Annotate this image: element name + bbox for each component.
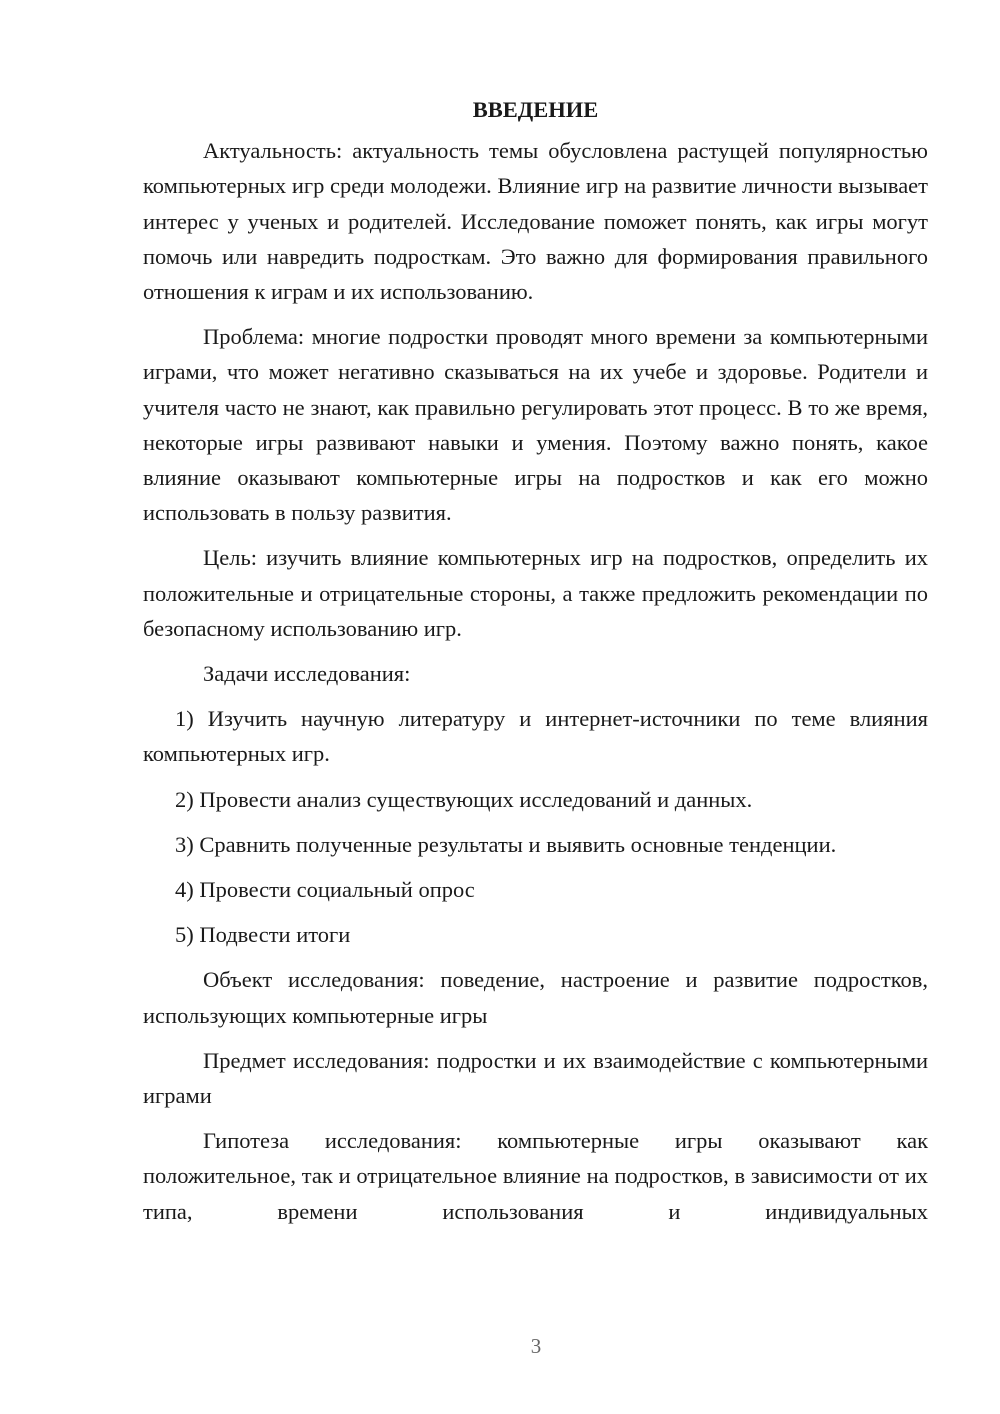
- tasks-heading: Задачи исследования:: [203, 661, 411, 687]
- paragraph-subject: Предмет исследования: подростки и их взаимодействие с компьютерными играми: [143, 1047, 928, 1109]
- paragraph-relevance: Актуальность: актуальность темы обусловлена растущей популярностью компьютерных игр среди молодежи. Влияние игр на развитие личности вызывает интерес у ученых и родителей. Исследование поможет понять, как игры могут помочь или навредить подросткам. Это важно для формирования правильного отношения к играм и их использованию.: [143, 138, 928, 305]
- document-page: [143, 92, 928, 1239]
- paragraph-problem: Проблема: многие подростки проводят много времени за компьютерными играми, что может негативно сказываться на их учебе и здоровье. Родители и учителя часто не знают, как правильно регулировать этот процесс. В то же время, некоторые игры развивают навыки и умения. Поэтому важно понять, какое влияние оказывают компьютерные игры на подростков и как его можно использовать в пользу развития.: [143, 324, 928, 526]
- task-item-1: 1) Изучить научную литературу и интернет-источники по теме влияния компьютерных игр.: [143, 706, 928, 767]
- task-item-2: 2) Провести анализ существующих исследований и данных.: [175, 786, 753, 812]
- task-item-4: 4) Провести социальный опрос: [175, 877, 475, 903]
- paragraph-goal: Цель: изучить влияние компьютерных игр на подростков, определить их положительные и отрицательные стороны, а также предложить рекомендации по безопасному использованию игр.: [143, 545, 928, 641]
- section-title: ВВЕДЕНИЕ: [472, 97, 599, 122]
- page-number: 3: [530, 1334, 542, 1358]
- paragraph-object: Объект исследования: поведение, настроение и развитие подростков, использующих компьютерные игры: [143, 967, 928, 1028]
- paragraph-hypothesis: Гипотеза исследования: компьютерные игры оказывают как положительное, так и отрицательное влияние на подростков, в зависимости от их типа, времени использования и индивидуальных: [143, 1128, 928, 1224]
- task-item-5: 5) Подвести итоги: [175, 922, 351, 948]
- task-item-3: 3) Сравнить полученные результаты и выявить основные тенденции.: [175, 831, 837, 857]
